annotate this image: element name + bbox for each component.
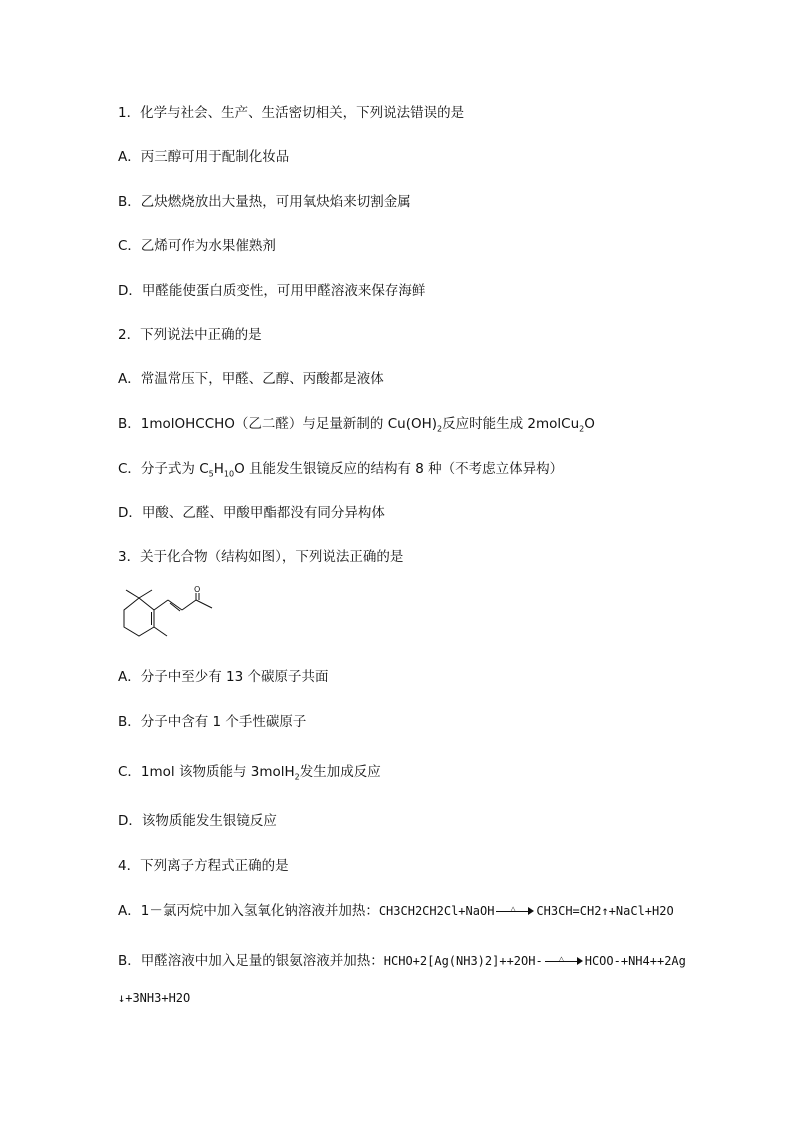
q2-option-d: D．甲酸、乙醛、甲酸甲酯都没有同分异构体 — [118, 505, 385, 521]
reaction-arrow-icon: △ — [496, 906, 534, 916]
equation-b-rhs: HCOO-+NH4++2Ag — [584, 954, 686, 968]
q3-option-b: B．分子中含有 1 个手性碳原子 — [118, 714, 307, 730]
oxygen-atom-label: O — [194, 586, 201, 594]
q1-option-a: A．丙三醇可用于配制化妆品 — [118, 149, 290, 165]
q3-option-a: A．分子中至少有 13 个碳原子共面 — [118, 669, 329, 685]
q3-option-d: D．该物质能发生银镜反应 — [118, 813, 277, 829]
q3-stem: 3．关于化合物（结构如图），下列说法正确的是 — [118, 549, 404, 565]
q1-option-b: B．乙炔燃烧放出大量热，可用氧炔焰来切割金属 — [118, 194, 411, 210]
q1-option-c: C．乙烯可作为水果催熟剂 — [118, 238, 276, 254]
equation-b-lhs: HCHO+2[Ag(NH3)2]++2OH- — [383, 954, 543, 968]
q4-option-b: B．甲醛溶液中加入足量的银氨溶液并加热：HCHO+2[Ag(NH3)2]++2OH- △ HCOO-+NH4++2Ag — [118, 953, 686, 969]
molecule-structure — [116, 586, 226, 648]
equation-a-rhs: CH3CH=CH2↑+NaCl+H2O — [536, 904, 674, 918]
equation-a-lhs: CH3CH2CH2Cl+NaOH — [378, 904, 495, 918]
q2-option-c: C．分子式为 $C_5H_{10}O$ 且能发生银镜反应的结构有 8 种（不考虑立体异构） — [118, 461, 564, 479]
q3-option-c: C．1mol 该物质能与 3molH$_2$发生加成反应 — [118, 764, 381, 782]
q2-option-a: A．常温常压下，甲醛、乙醇、丙酸都是液体 — [118, 371, 384, 387]
q4-option-a: A．1－氯丙烷中加入氢氧化钠溶液并加热：CH3CH2CH2Cl+NaOH △ CH3CH=CH2↑+NaCl+H2O — [118, 903, 674, 919]
q4-option-b-continued: ↓+3NH3+H2O — [118, 991, 191, 1005]
q4-stem: 4．下列离子方程式正确的是 — [118, 858, 289, 874]
reaction-arrow-icon: △ — [545, 956, 583, 966]
q2-stem: 2．下列说法中正确的是 — [118, 327, 262, 343]
q1-stem: 1．化学与社会、生产、生活密切相关，下列说法错误的是 — [118, 105, 465, 121]
q2-option-b: B．1molOHCCHO（乙二醛）与足量新制的 $Cu(OH)_2$反应时能生成 2molCu$_2$O — [118, 416, 595, 434]
q1-option-d: D．甲醛能使蛋白质变性，可用甲醛溶液来保存海鲜 — [118, 283, 426, 299]
